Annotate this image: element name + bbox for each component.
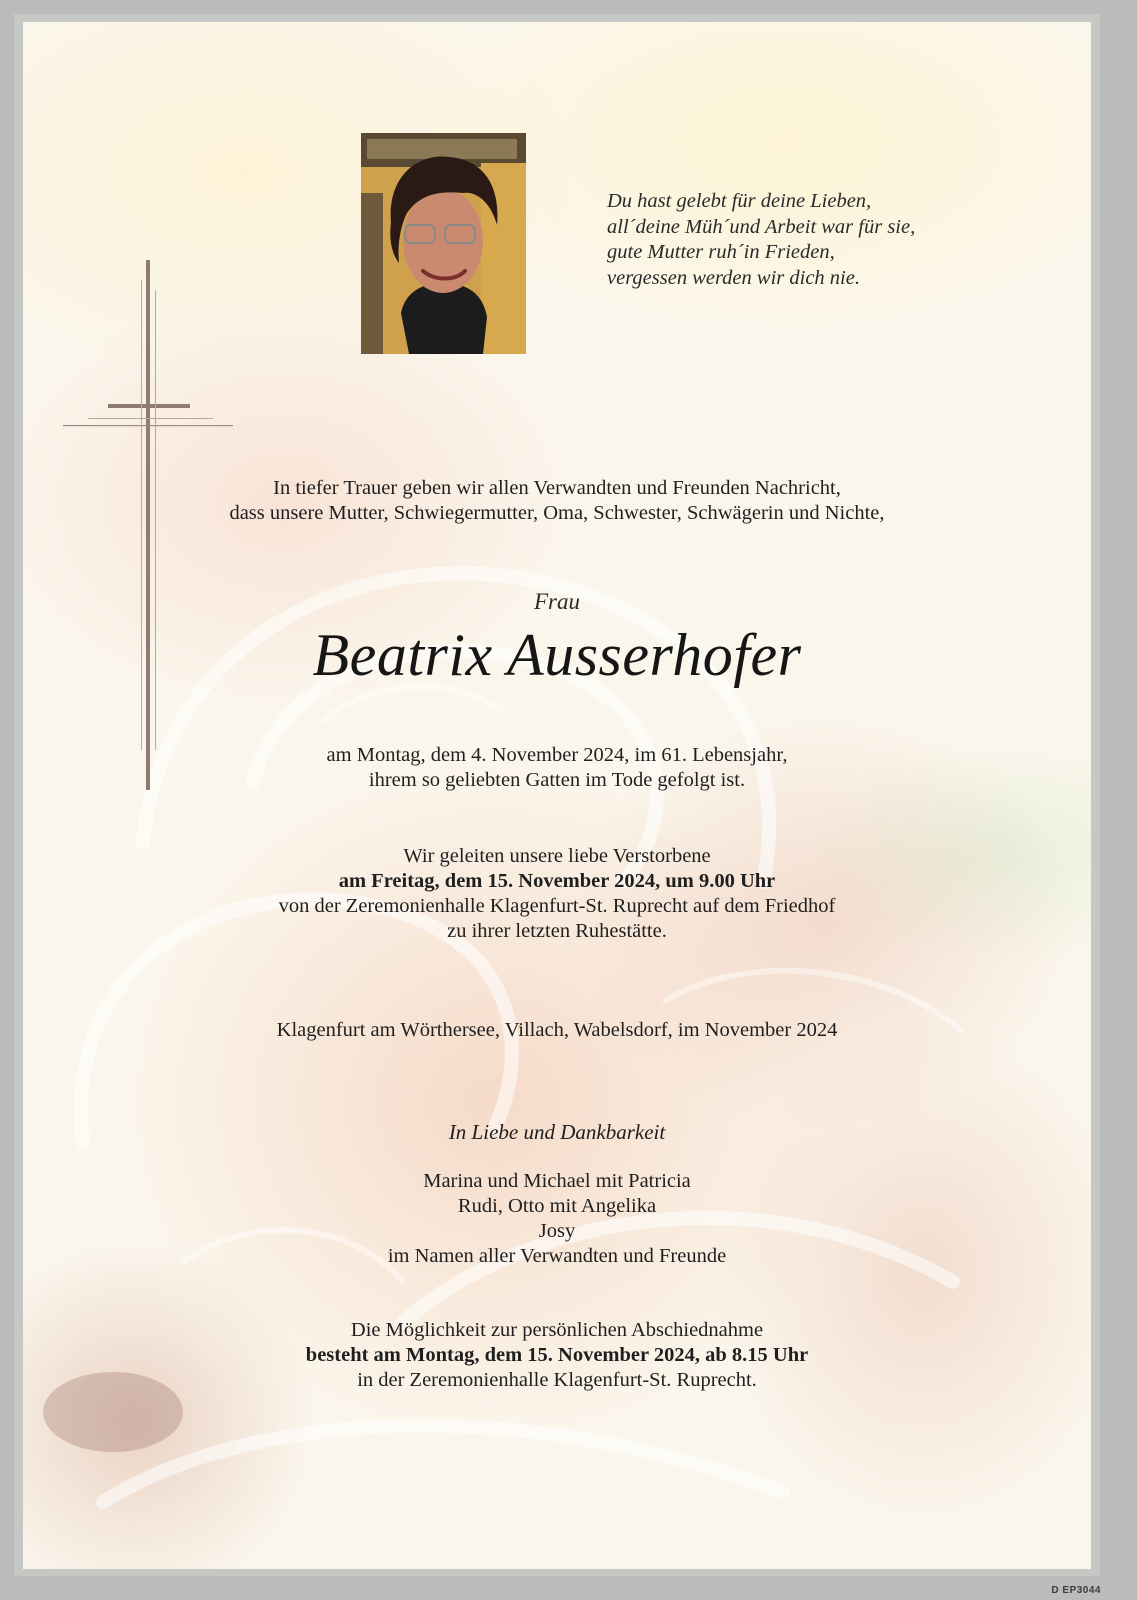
family-line: Marina und Michael mit Patricia — [423, 1170, 691, 1192]
intro-paragraph — [23, 476, 1091, 526]
farewell-date: besteht am Montag, dem 15. November 2024, ab 8.15 Uhr — [305, 1344, 809, 1366]
intro-line: dass unsere Mutter, Schwiegermutter, Oma, Schwester, Schwägerin und Nichte, — [229, 502, 885, 524]
place-and-date: Klagenfurt am Wörthersee, Villach, Wabelsdorf, im November 2024 — [276, 1019, 838, 1041]
family-signatures — [23, 1169, 1091, 1269]
family-line: Josy — [538, 1220, 576, 1242]
funeral-line: zu ihrer letzten Ruhestätte. — [447, 920, 667, 942]
verse-line: Du hast gelebt für deine Lieben, — [607, 190, 872, 212]
salutation: Frau — [534, 589, 580, 614]
funeral-line: Wir geleiten unsere liebe Verstorbene — [403, 845, 711, 867]
family-line: Rudi, Otto mit Angelika — [457, 1195, 657, 1217]
funeral-date: am Freitag, dem 15. November 2024, um 9.00 Uhr — [338, 870, 776, 892]
funeral-line: von der Zeremonienhalle Klagenfurt-St. Ruprecht auf dem Friedhof — [278, 895, 836, 917]
verse-line: gute Mutter ruh´in Frieden, — [607, 241, 835, 263]
farewell-line: in der Zeremonienhalle Klagenfurt-St. Ruprecht. — [357, 1369, 757, 1391]
portrait-photo — [361, 133, 526, 354]
death-notice — [23, 743, 1091, 793]
deceased-name: Beatrix Ausserhofer — [312, 622, 802, 688]
family-line: im Namen aller Verwandten und Freunde — [387, 1245, 727, 1267]
memorial-verse — [607, 189, 1047, 291]
thanks-line: In Liebe und Dankbarkeit — [448, 1120, 666, 1144]
obituary-card — [23, 22, 1091, 1569]
funeral-details — [23, 844, 1091, 944]
death-line: ihrem so geliebten Gatten im Tode gefolgt ist. — [368, 769, 746, 791]
template-code: D EP3044 — [1051, 1585, 1101, 1596]
farewell-line: Die Möglichkeit zur persönlichen Abschiednahme — [350, 1319, 764, 1341]
death-line: am Montag, dem 4. November 2024, im 61. Lebensjahr, — [326, 744, 788, 766]
verse-line: vergessen werden wir dich nie. — [607, 266, 860, 289]
farewell-notice — [23, 1318, 1091, 1393]
intro-line: In tiefer Trauer geben wir allen Verwandten und Freunden Nachricht, — [273, 477, 841, 499]
verse-line: all´deine Müh´und Arbeit war für sie, — [607, 215, 916, 238]
cross-icon — [63, 260, 243, 800]
